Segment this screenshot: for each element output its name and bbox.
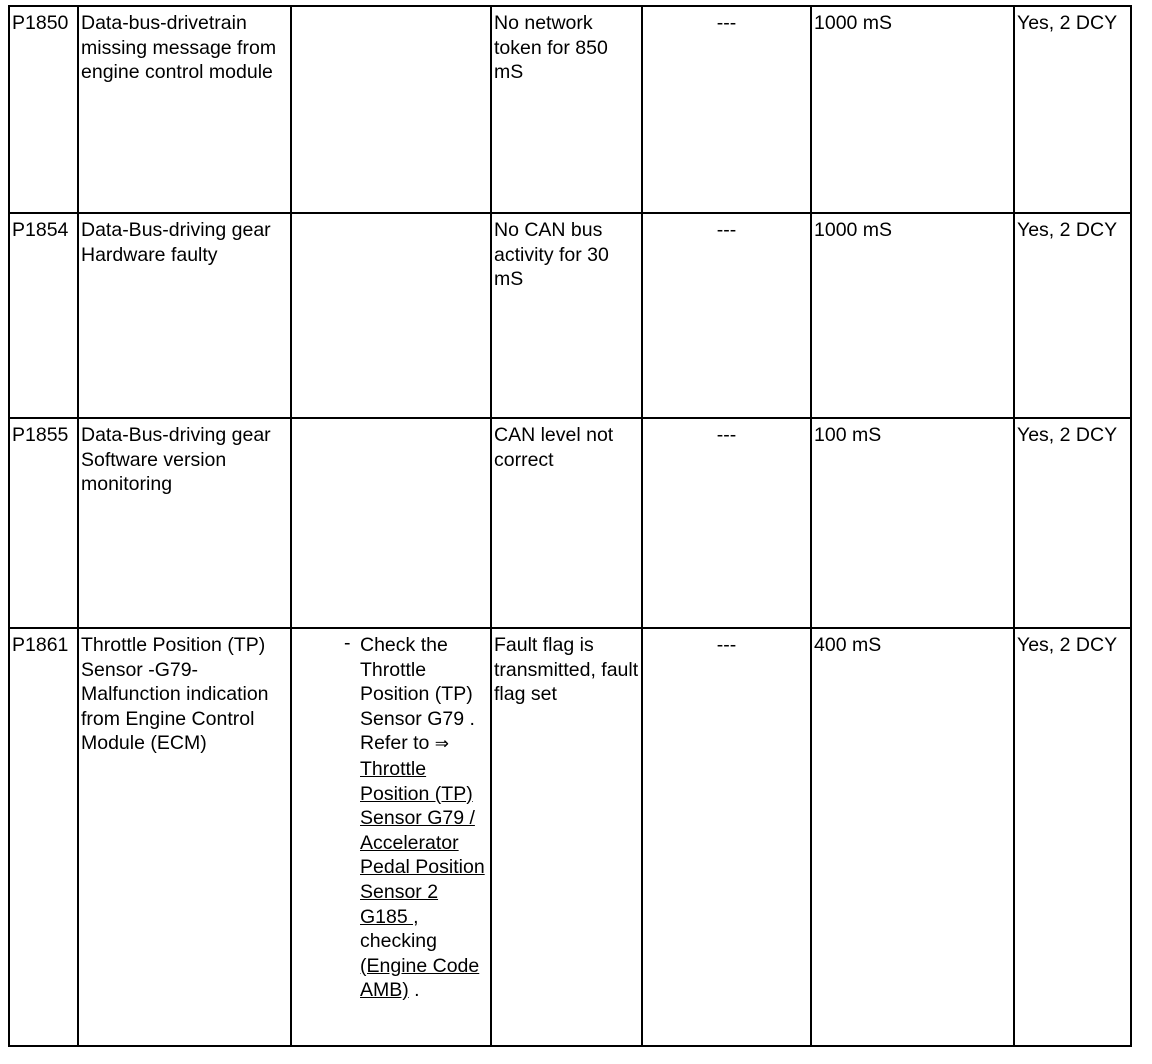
bullet-dash: - [344,632,351,654]
arrow-right-icon: ⇒ [434,734,450,755]
dtc-value: --- [642,6,811,213]
dtc-description: Throttle Position (TP) Sensor -G79- Malfunction indication from Engine Control Module (ECM) [78,628,291,1046]
dtc-code: P1861 [9,628,78,1046]
dtc-procedure [291,213,491,418]
table-row [9,6,1131,213]
procedure-end: . [414,979,420,1002]
procedure-intro: Check the Throttle Position (TP) Sensor G79 . Refer to [360,634,475,755]
dtc-value: --- [642,418,811,628]
table-row [9,628,1131,1046]
dtc-value: --- [642,213,811,418]
dtc-description: Data-Bus-driving gear Software version monitoring [78,418,291,628]
dtc-time: 100 mS [811,418,1014,628]
dtc-description: Data-Bus-driving gear Hardware faulty [78,213,291,418]
dtc-mil: Yes, 2 DCY [1014,628,1131,1046]
dtc-mil: Yes, 2 DCY [1014,213,1131,418]
throttle-sensor-link[interactable]: Throttle Position (TP) Sensor G79 / Accelerator Pedal Position Sensor 2 G185 , [360,757,485,928]
dtc-table [8,5,1132,1047]
dtc-value: --- [642,628,811,1046]
dtc-mil: Yes, 2 DCY [1014,418,1131,628]
table-row [9,213,1131,418]
dtc-condition: No network token for 850 mS [491,6,642,213]
dtc-time: 1000 mS [811,213,1014,418]
dtc-code: P1854 [9,213,78,418]
dtc-mil: Yes, 2 DCY [1014,6,1131,213]
dtc-condition: Fault flag is transmitted, fault flag set [491,628,642,1046]
dtc-description: Data-bus-drivetrain missing message from engine control module [78,6,291,213]
dtc-procedure [291,6,491,213]
dtc-time: 1000 mS [811,6,1014,213]
procedure-middle: checking [360,930,437,953]
procedure-text [360,633,488,1003]
dtc-code: P1850 [9,6,78,213]
dtc-condition: CAN level not correct [491,418,642,628]
procedure-step [344,633,488,1003]
dtc-procedure [291,418,491,628]
dtc-code: P1855 [9,418,78,628]
dtc-time: 400 mS [811,628,1014,1046]
dtc-condition: No CAN bus activity for 30 mS [491,213,642,418]
table-row [9,418,1131,628]
engine-code-link[interactable]: (Engine Code AMB) [360,954,480,1002]
dtc-procedure [291,628,491,1046]
